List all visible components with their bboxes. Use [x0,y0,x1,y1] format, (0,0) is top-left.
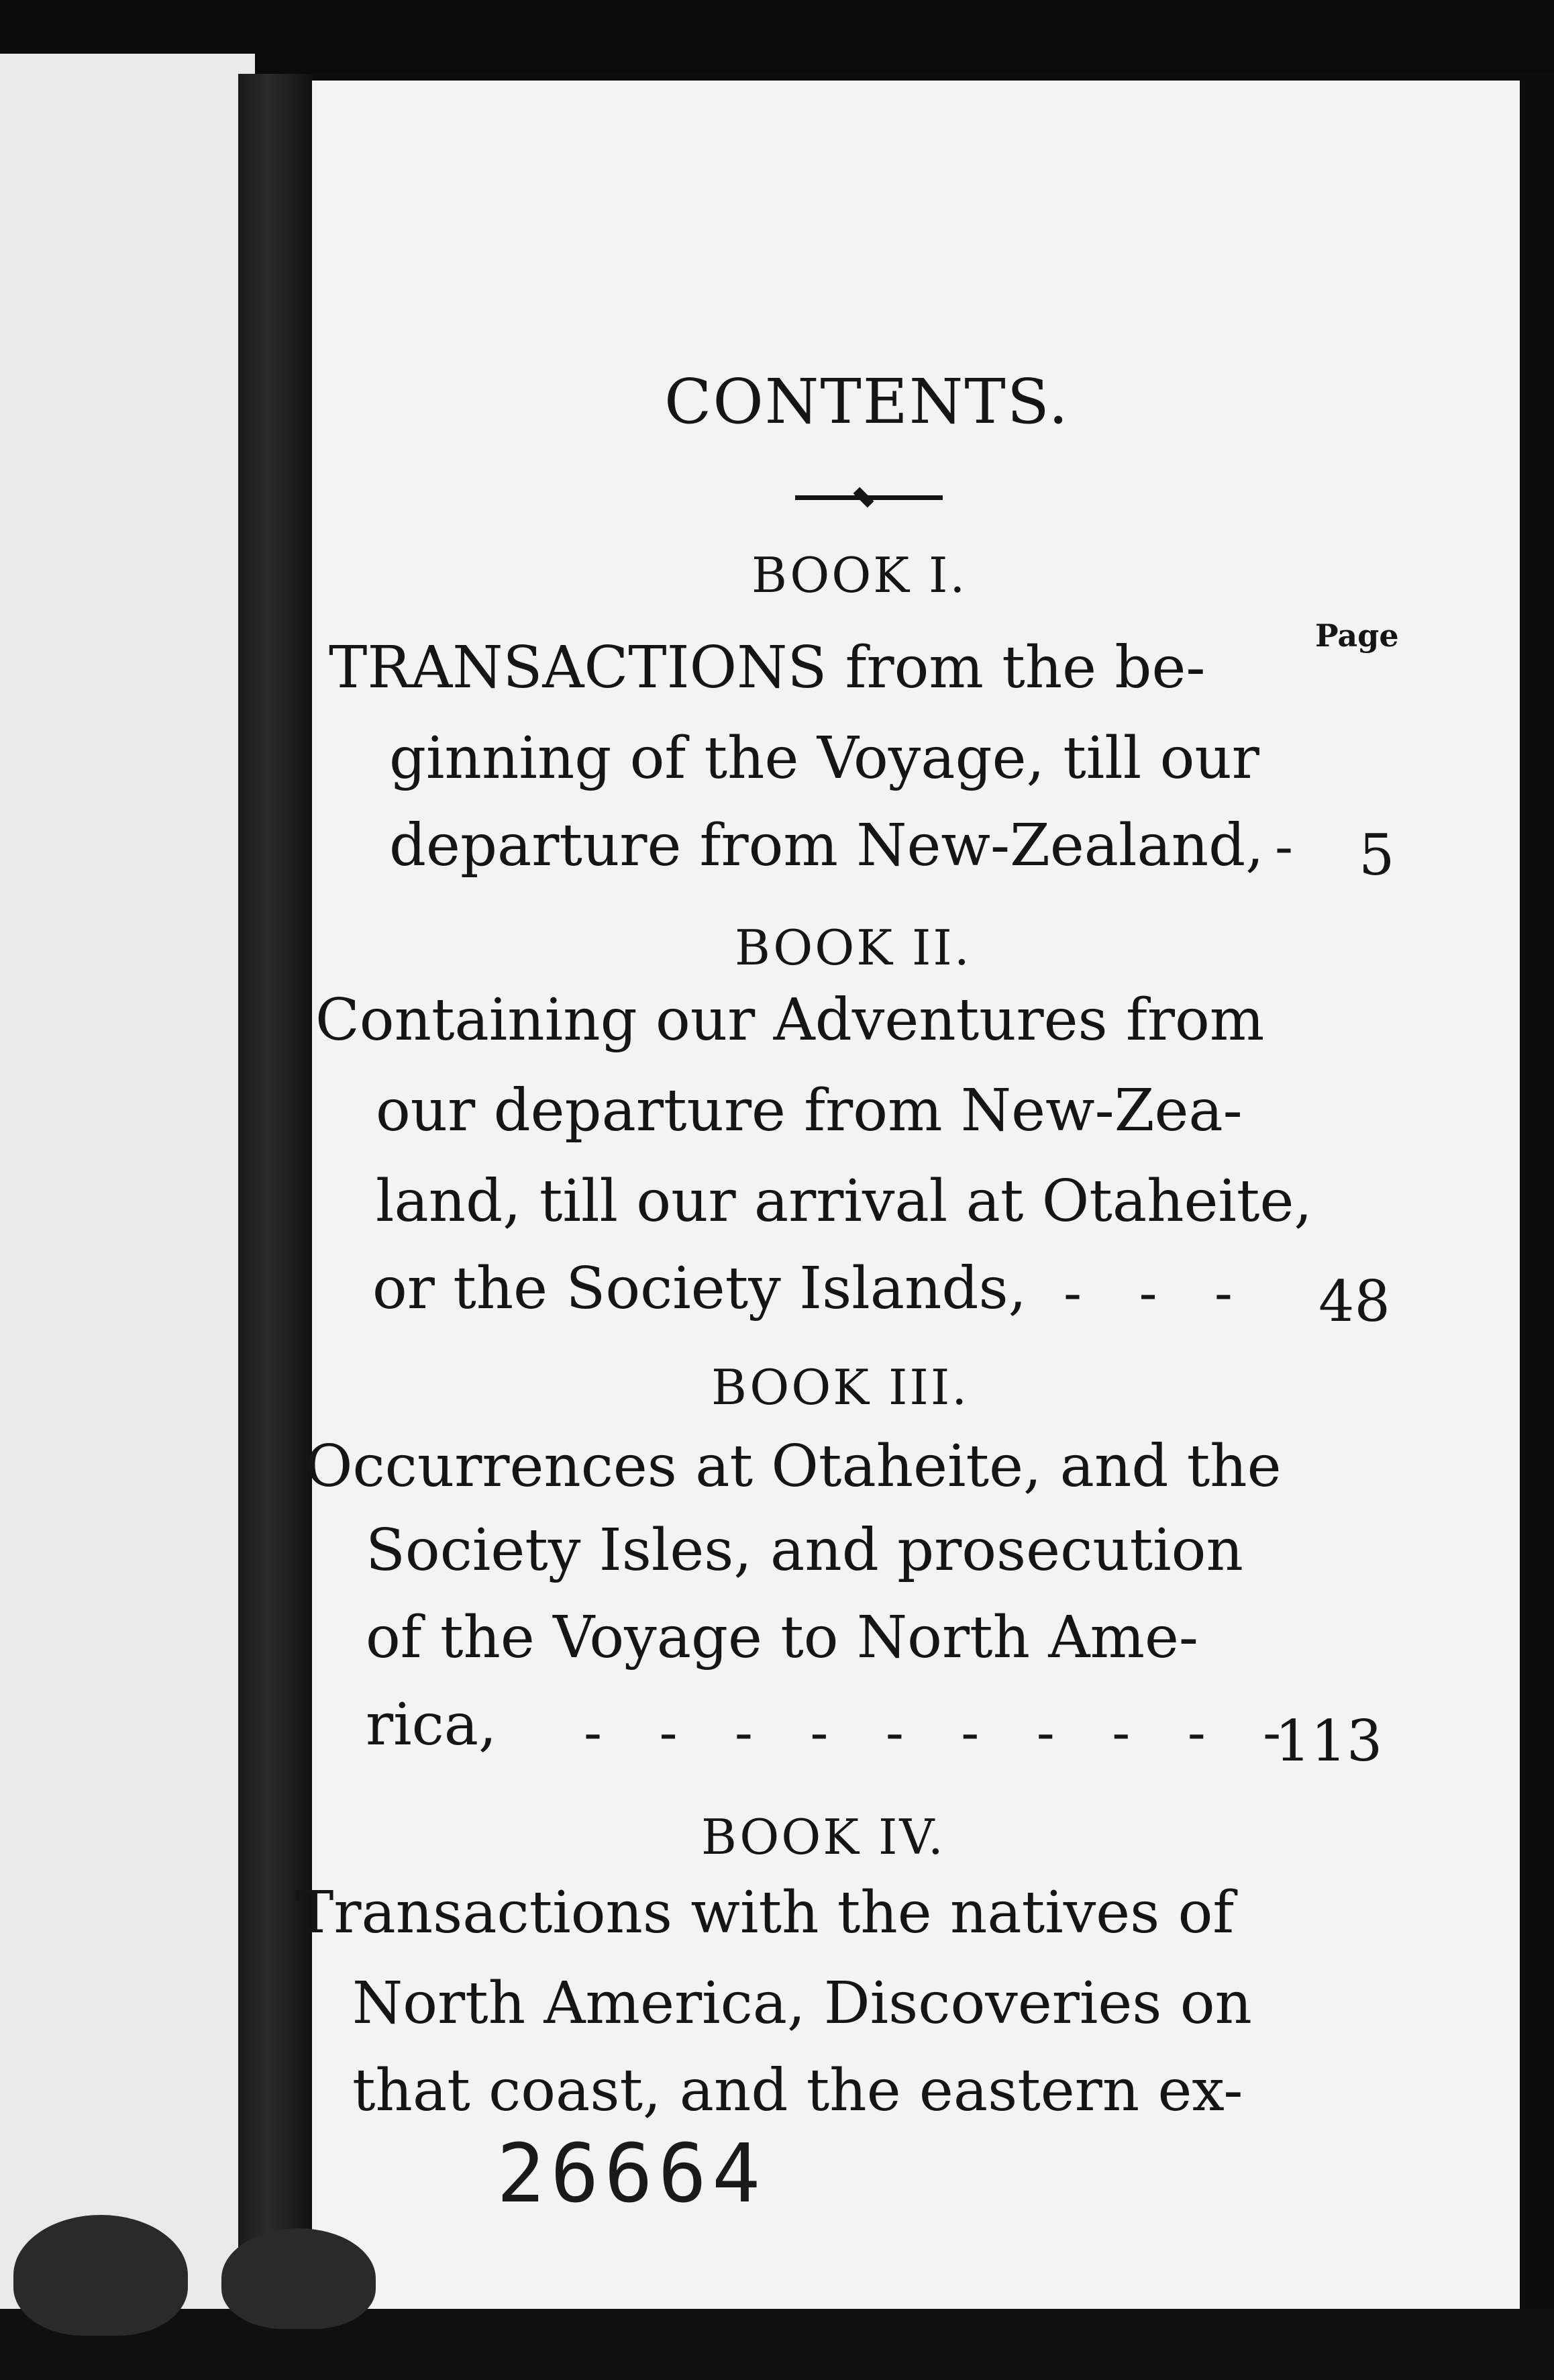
book-4-line-3: that coast, and the eastern ex- [352,2057,1243,2124]
book-1-leader: - [1275,815,1314,878]
book-4-heading: BOOK IV. [701,1809,945,1865]
book-3-page: 113 [1275,1708,1383,1774]
book-3-line-1: Occurrences at Otaheite, and the [305,1433,1282,1500]
book-2-line-3: land, till our arrival at Otaheite, [376,1168,1312,1235]
scan-bottom-border [0,2309,1554,2380]
book-3-leader: - - - - - - - - - - [584,1701,1302,1764]
book-1-line-1: TRANSACTIONS from the be- [329,634,1206,701]
library-stamp-number: 26664 [497,2128,766,2221]
book-3-heading: BOOK III. [711,1359,970,1416]
ink-blot-left [13,2215,188,2336]
book-1-page: 5 [1359,822,1395,888]
book-3-line-4: rica, [366,1691,497,1758]
book-3-line-2: Society Isles, and prosecution [366,1517,1243,1584]
page-column-label: Page [1315,617,1399,654]
book-3-line-3: of the Voyage to North Ame- [366,1604,1198,1671]
facing-page [0,54,255,2322]
book-2-page: 48 [1318,1269,1390,1334]
contents-title: CONTENTS. [664,366,1070,438]
book-2-line-4: or the Society Islands, [372,1255,1027,1322]
book-2-heading: BOOK II. [735,920,972,976]
book-1-line-2: ginning of the Voyage, till our [389,725,1259,792]
ink-blot-right [221,2228,376,2329]
book-1-heading: BOOK I. [752,547,968,603]
book-4-line-1: Transactions with the natives of [295,1879,1235,1946]
book-1-line-3: departure from New-Zealand, [389,812,1264,879]
book-2-line-2: our departure from New-Zea- [376,1077,1243,1144]
book-2-leader: - - - [1064,1262,1253,1324]
book-4-line-2: North America, Discoveries on [352,1970,1252,2037]
book-gutter [238,74,312,2309]
book-2-line-1: Containing our Adventures from [315,987,1265,1054]
